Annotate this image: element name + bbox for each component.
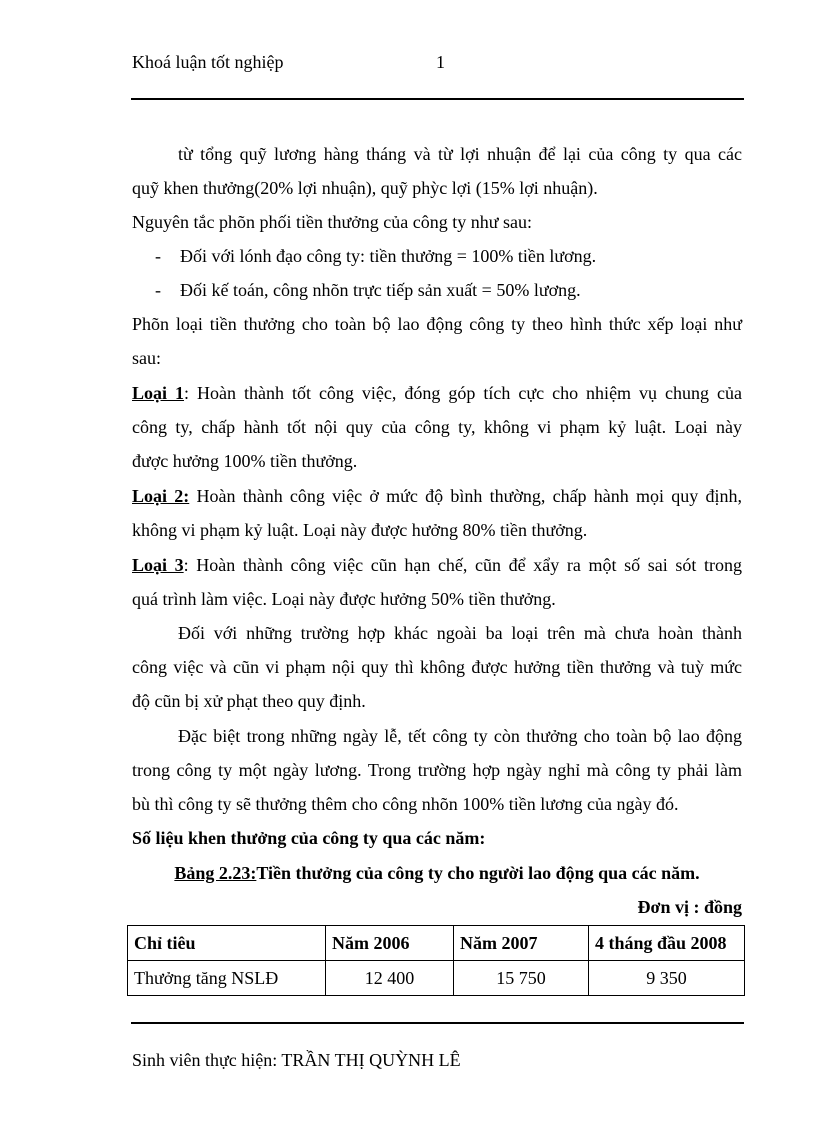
- bullet-marker: -: [155, 246, 161, 266]
- paragraph-line: Phõn loại tiền thưởng cho toàn bộ lao động công ty theo hình thức xếp loại như: [132, 314, 742, 334]
- bullet-item: Đối với lónh đạo công ty: tiền thưởng = 100% tiền lương.: [180, 246, 597, 266]
- paragraph-line: quỹ khen thưởng(20% lợi nhuận), quỹ phỳc lợi (15% lợi nhuận).: [132, 178, 598, 198]
- table-cell: 9 350: [589, 961, 745, 996]
- table-caption-label: Bảng 2.23:: [174, 863, 257, 883]
- category-3-text: : Hoàn thành công việc cũn hạn chế, cũn để xẩy ra một số sai sót trong: [183, 555, 742, 575]
- category-2-label: Loại 2:: [132, 486, 190, 506]
- paragraph-line: không vi phạm kỷ luật. Loại này được hưởng 80% tiền thưởng.: [132, 520, 588, 540]
- paragraph-line: công việc và cũn vi phạm nội quy thì không được hưởng tiền thưởng và tuỳ mức: [132, 657, 742, 677]
- table-cell: Thưởng tăng NSLĐ: [128, 961, 326, 996]
- paragraph-line: bù thì công ty sẽ thưởng thêm cho công nhõn 100% tiền lương của ngày đó.: [132, 794, 679, 814]
- table-header-cell: Chỉ tiêu: [128, 926, 326, 961]
- table-caption: [132, 860, 742, 886]
- paragraph-line: công ty, chấp hành tốt nội quy của công ty, không vi phạm kỷ luật. Loại này: [132, 417, 742, 437]
- table-caption-text: Tiền thưởng của công ty cho người lao động qua các năm.: [256, 863, 700, 883]
- bullet-item: Đối kế toán, công nhõn trực tiếp sản xuất = 50% lương.: [180, 280, 581, 300]
- footer-text: Sinh viên thực hiện: TRẦN THỊ QUỲNH LÊ: [132, 1050, 461, 1070]
- table-header-cell: 4 tháng đầu 2008: [589, 926, 745, 961]
- category-3-label: Loại 3: [132, 555, 184, 575]
- table-header-cell: Năm 2007: [454, 926, 589, 961]
- table-header-row: [128, 926, 745, 961]
- paragraph-line: Đối với những trường hợp khác ngoài ba loại trên mà chưa hoàn thành: [178, 623, 742, 643]
- category-1-text: : Hoàn thành tốt công việc, đóng góp tích cực cho nhiệm vụ chung của: [184, 383, 742, 403]
- category-1-label: Loại 1: [132, 383, 184, 403]
- paragraph-line: từ tổng quỹ lương hàng tháng và từ lợi nhuận để lại của công ty qua các: [178, 144, 742, 164]
- header-divider: [131, 98, 744, 100]
- section-heading: Số liệu khen thưởng của công ty qua các năm:: [132, 828, 486, 848]
- paragraph-line: Đặc biệt trong những ngày lễ, tết công ty còn thưởng cho toàn bộ lao động: [178, 726, 742, 746]
- paragraph-line: trong công ty một ngày lương. Trong trường hợp ngày nghỉ mà công ty phải làm: [132, 760, 742, 780]
- paragraph-line: quá trình làm việc. Loại này được hưởng 50% tiền thưởng.: [132, 589, 556, 609]
- footer-divider: [131, 1022, 744, 1024]
- category-2-text: Hoàn thành công việc ở mức độ bình thường, chấp hành mọi quy định,: [189, 486, 742, 506]
- paragraph-line: được hưởng 100% tiền thưởng.: [132, 451, 358, 471]
- paragraph-line: Nguyên tắc phõn phối tiền thưởng của công ty như sau:: [132, 212, 532, 232]
- category-3-line: [132, 552, 742, 578]
- category-2-line: [132, 483, 742, 509]
- header-title: Khoá luận tốt nghiệp: [132, 52, 284, 72]
- bonus-table: [127, 925, 745, 996]
- paragraph-line: độ cũn bị xử phạt theo quy định.: [132, 691, 366, 711]
- table-row: [128, 961, 745, 996]
- paragraph-line: sau:: [132, 348, 161, 368]
- table-unit: Đơn vị : đồng: [637, 897, 742, 917]
- category-1-line: [132, 380, 742, 406]
- table-cell: 12 400: [326, 961, 454, 996]
- table-cell: 15 750: [454, 961, 589, 996]
- bullet-marker: -: [155, 280, 161, 300]
- table-header-cell: Năm 2006: [326, 926, 454, 961]
- page-number: 1: [436, 52, 445, 72]
